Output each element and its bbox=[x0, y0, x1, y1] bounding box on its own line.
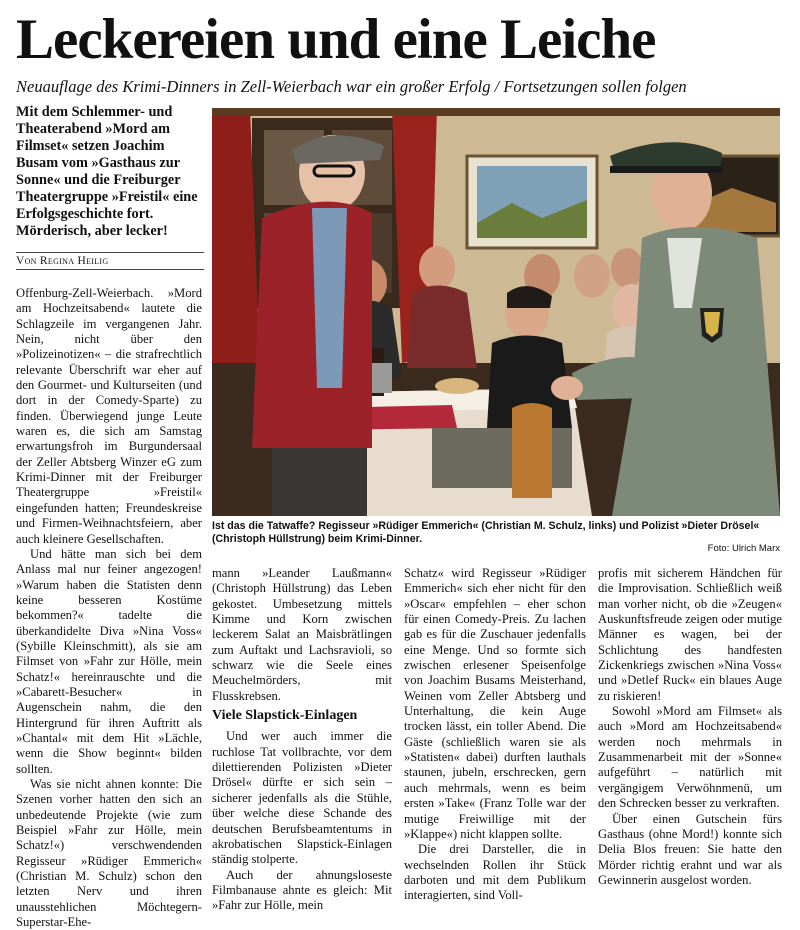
article-column-2 bbox=[212, 566, 392, 914]
subheadline: Neuauflage des Krimi-Dinners in Zell-Weierbach war ein großer Erfolg / Fortsetzungen sollen folgen bbox=[16, 77, 687, 96]
section-heading: Viele Slapstick-Einlagen bbox=[212, 708, 358, 724]
body-paragraph: Und wer auch immer die ruchlose Tat vollbrachte, vor dem dilettierenden Polizisten »Dieter Drösel« dürfte er sich sein – sicherer jedenfalls als die Stühle, über welche diese Schande des deutschen Berufsbeamtentums in akrobatischen Slapstick-Einlagen ständig stolperte. bbox=[212, 729, 392, 867]
body-paragraph: profis mit sicherem Händchen für die Improvisation. Schließlich weiß man vorher nicht, ob die »Zeugen« Auskunftsfreude zeigen oder mutige Männer es wagen, bei der Schlichtung des handfesten Zickenkriegs zwischen »Nina Voss« und »Detlef Ruck« ein blaues Auge zu riskieren! bbox=[598, 566, 782, 703]
byline: Von Regina Heilig bbox=[16, 252, 204, 270]
article-photo bbox=[212, 108, 780, 516]
body-paragraph: Was sie nicht ahnen konnte: Die Szenen vorher hatten den sich an unbedeutende Projekte (wie zum Beispiel »Fahr zur Hölle, mein Schatz!«) verschwendenden Regisseur »Rüdiger Emmerich« (Christian M. Schulz) schon den letzten Nerv und ihren unausstehlichen Möchtegern-Superstar-Ehe- bbox=[16, 777, 202, 930]
headline: Leckereien und eine Leiche bbox=[16, 8, 656, 71]
photo-credit: Foto: Ulrich Marx bbox=[707, 543, 780, 554]
body-paragraph: Offenburg-Zell-Weierbach. »Mord am Hochzeitsabend« lautete die Schlagzeile im vergangenen Jahr. Nein, nicht über den »Polizeinotizen« – die strafrechtlich relevante Überschrift war eher auf den Gourmet- und Kulturseiten (und dort in der Comedy-Sparte) zu finden. Überwiegend junge Leute waren es, die sich am Samstag erwartungsfroh im Burgundersaal der Zeller Abtsberg Winzer eG zum Krimi-Dinner mit der Freiburger Theatergruppe »Freistil« eingefunden hatten; Freundeskreise und Firmen-Weihnachtsfeiern, aber auch kleinere Gesellschaften. bbox=[16, 286, 202, 546]
body-paragraph: Die drei Darsteller, die in wechselnden Rollen ihr Stück darboten und mit dem Publikum interagierten, sind Voll- bbox=[404, 842, 586, 903]
article-column-3 bbox=[404, 566, 586, 904]
photo-caption: Ist das die Tatwaffe? Regisseur »Rüdiger Emmerich« (Christian M. Schulz, links) und Polizist »Dieter Drösel« (Christoph Hüllstrung) beim Krimi-Dinner. bbox=[212, 520, 760, 545]
intro-paragraph: Mit dem Schlemmer- und Theaterabend »Mord am Filmset« setzen Joachim Busam vom »Gasthaus zur Sonne« und die Freiburger Theatergruppe »Freistil« eine Erfolgsgeschichte fort. Mörderisch, aber lecker! bbox=[16, 104, 198, 239]
article-column-1 bbox=[16, 286, 202, 930]
body-paragraph: Schatz« wird Regisseur »Rüdiger Emmerich« sich eher nicht für den »Oscar« empfehlen – eher schon für einen Comedy-Preis. Zu lachen gab es für die Zuschauer jedenfalls eine Menge. Und so formte sich zwischen erlesener Speisenfolge von Joachim Busams Meisterhand, Weinen vom Zeller Abtsberg und Unterhaltung, die kein Auge trocken lässt, ein toller Abend. Die Gäste (schließlich waren sie als »Statisten« dabei) durften lauthals staunen, jubeln, erschrecken, gern auch mehrmals, wenn es beim ersten »Take« (Franz Tolle war der mutige Freiwillige mit der »Klappe«) nicht klappen sollte. bbox=[404, 566, 586, 841]
body-paragraph: Und hätte man sich bei dem Anlass mal nur feiner angezogen! »Warum haben die Statisten denn keine besseren Kostüme bekommen?« tadelte die überkandidelte Diva »Nina Voss« (Sybille Kleinschmitt), als sie am Filmset von »Fahr zur Hölle, mein Schatz!« hereinrauschte und die »Cabarett-Besucher« in Augenschein nahm, die den Hintergrund für ihren Auftritt als »Chantal« mit dem Hit »Lächle, wenn die Show beginnt« bilden sollten. bbox=[16, 546, 202, 776]
body-paragraph: mann »Leander Laußmann« (Christoph Hüllstrung) das Leben gekostet. Umbesetzung mittels Kimme und Korn zwischen leckerem Salat an Maisbrätlingen zum Auftakt und Lachsravioli, so schwarz wie die Seele eines Meuchelmörders, mit Flusskrebsen. bbox=[212, 566, 392, 703]
body-paragraph: Auch der ahnungsloseste Filmbanause ahnte es gleich: Mit »Fahr zur Hölle, mein bbox=[212, 867, 392, 913]
article-column-4 bbox=[598, 566, 782, 888]
body-paragraph: Sowohl »Mord am Filmset« als auch »Mord am Hochzeitsabend« werden noch mehrmals in Zusammenarbeit mit der »Sonne« aufgeführt – natürlich mit vergängigem Verwöhnmenü, um den Schrecken besser zu verkraften. bbox=[598, 704, 782, 811]
body-paragraph: Über einen Gutschein fürs Gasthaus (ohne Mord!) konnte sich Delia Blos freuen: Sie hatte den Mörder richtig erahnt und war als Gewinnerin ausgelost worden. bbox=[598, 811, 782, 887]
